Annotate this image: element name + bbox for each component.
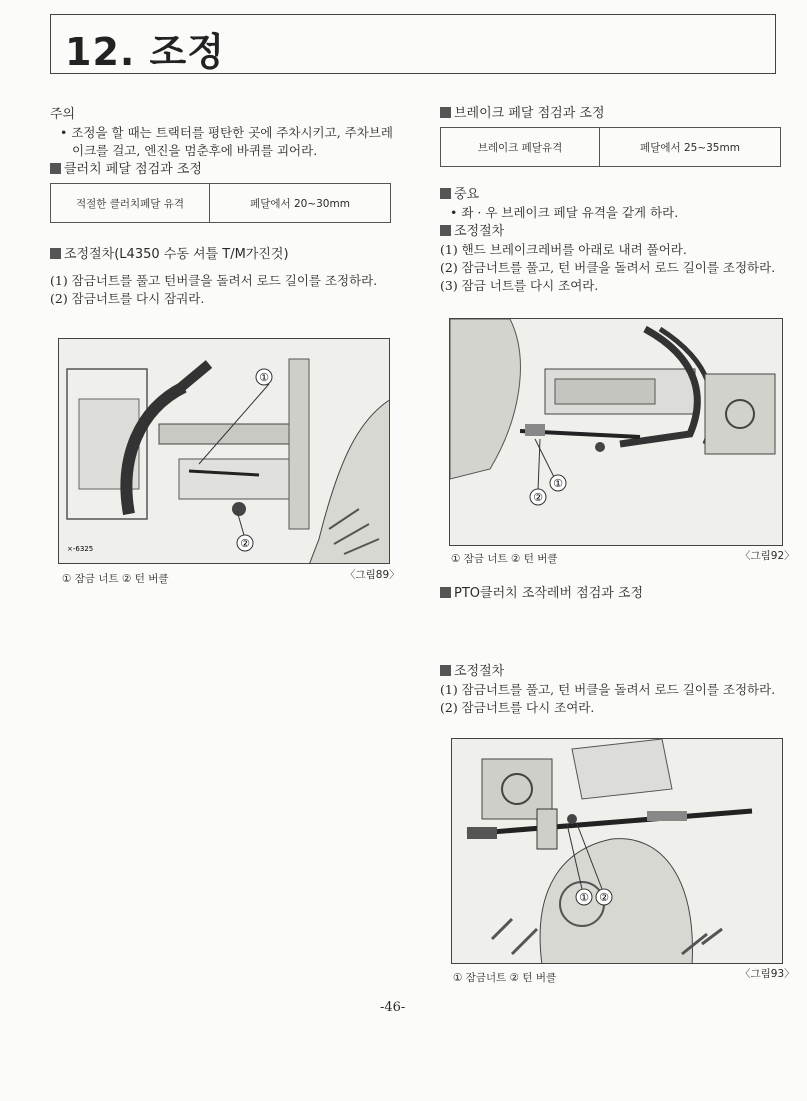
fig89-caption: ① 잠금 너트 ② 턴 버클 <box>62 573 169 585</box>
left-column <box>50 100 395 308</box>
page-number: -46- <box>380 1000 406 1015</box>
fig93-label: 〈그림93〉 <box>740 968 795 980</box>
brake-heading: 브레이크 페달 점검과 조정 <box>440 104 785 123</box>
pto-heading: PTO클러치 조작레버 점검과 조정 <box>440 584 643 603</box>
important-heading: 중요 <box>440 185 785 204</box>
clutch-spec-table <box>50 183 391 223</box>
brake-step-2: (2) 잠금너트를 풀고, 턴 버클을 돌려서 로드 길이를 조정하라. <box>440 260 776 275</box>
square-bullet-icon <box>440 188 451 199</box>
brake-spec-table <box>440 127 781 167</box>
clutch-spec-value: 페달에서 20~30mm <box>210 184 391 223</box>
fig89-marker-1: ① <box>259 371 269 384</box>
square-bullet-icon <box>440 665 451 676</box>
square-bullet-icon <box>50 163 61 174</box>
brake-procedure-heading: 조정절차 <box>440 222 785 241</box>
brake-step-1: (1) 핸드 브레이크레버를 아래로 내려 풀어라. <box>440 242 687 257</box>
clutch-heading: 클러치 페달 점검과 조정 <box>50 160 395 179</box>
brake-spec-label: 브레이크 페달유격 <box>441 128 600 167</box>
fig89-marker-2: ② <box>240 537 250 550</box>
pto-step-1: (1) 잠금너트를 풀고, 턴 버클을 돌려서 로드 길이를 조정하라. <box>440 682 776 697</box>
procedure-heading: 조정절차(L4350 수동 셔틀 T/M가진것) <box>50 245 395 264</box>
pto-step-2: (2) 잠금너트를 다시 조여라. <box>440 700 595 715</box>
right-column <box>440 100 785 295</box>
square-bullet-icon <box>50 248 61 259</box>
chapter-title: 12. 조정 <box>65 30 225 74</box>
figure-93-pto-lever <box>451 738 783 964</box>
chapter-header-box <box>50 14 776 74</box>
fig89-label: 〈그림89〉 <box>345 569 400 581</box>
fig93-marker-2: ② <box>599 891 609 904</box>
pto-procedure <box>440 662 785 717</box>
step-1: (1) 잠금너트를 풀고 턴버클을 돌려서 로드 길이를 조정하라. <box>50 273 378 288</box>
brake-spec-value: 페달에서 25~35mm <box>600 128 781 167</box>
fig93-marker-1: ① <box>579 891 589 904</box>
square-bullet-icon <box>440 587 451 598</box>
important-text: • 좌 · 우 브레이크 페달 유격을 같게 하라. <box>450 205 679 220</box>
brake-step-3: (3) 잠금 너트를 다시 조여라. <box>440 278 599 293</box>
square-bullet-icon <box>440 225 451 236</box>
square-bullet-icon <box>440 107 451 118</box>
fig92-marker-1: ① <box>553 477 563 490</box>
fig93-caption: ① 잠금너트 ② 턴 버클 <box>453 972 557 984</box>
caution-heading: 주의 <box>50 107 76 122</box>
figure-89-clutch-rod <box>58 338 390 564</box>
fig92-caption: ① 잠금 너트 ② 턴 버클 <box>451 553 558 565</box>
fig92-marker-2: ② <box>533 491 543 504</box>
step-2: (2) 잠금너트를 다시 잠궈라. <box>50 291 205 306</box>
fig92-label: 〈그림92〉 <box>740 550 795 562</box>
figure-92-brake-rod <box>449 318 783 546</box>
clutch-spec-label: 적절한 클러치페달 유격 <box>51 184 210 223</box>
fig89-code: ×-6325 <box>67 545 94 553</box>
caution-text: • 조정을 할 때는 트랙터를 평탄한 곳에 주차시키고, 주차브레이크를 걸고, 엔진을 멈춘후에 바퀴를 괴어라. <box>60 125 393 158</box>
pto-procedure-heading: 조정절차 <box>440 662 785 681</box>
